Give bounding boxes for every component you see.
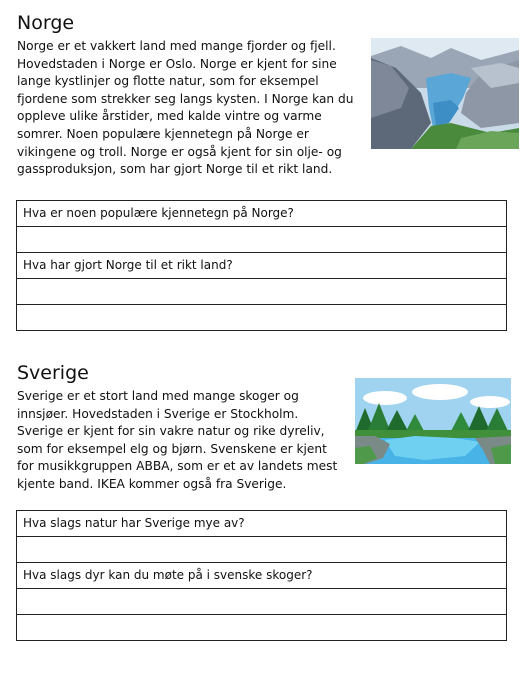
answer-line[interactable]: [17, 589, 506, 615]
question-row: Hva slags dyr kan du møte på i svenske skoger?: [17, 563, 506, 589]
section-title: Norge: [17, 12, 75, 34]
question-row: Hva slags natur har Sverige mye av?: [17, 511, 506, 537]
answer-line[interactable]: [17, 227, 506, 253]
forest-lake-icon: [355, 378, 511, 464]
questions-table-sverige: [16, 510, 507, 641]
questions-table-norge: [16, 200, 507, 331]
fjord-landscape-icon: [371, 38, 519, 149]
answer-line[interactable]: [17, 279, 506, 305]
answer-line[interactable]: [17, 305, 506, 331]
answer-line[interactable]: [17, 615, 506, 641]
question-row: Hva er noen populære kjennetegn på Norge?: [17, 201, 506, 227]
section-text: Norge er et vakkert land med mange fjorder og fjell. Hovedstaden i Norge er Oslo. Norge er kjent for sine lange kystlinjer og flotte natur, som for eksempel fjordene som strekker seg langs kysten. I Norge kan du oppleve ulike årstider, med kalde vintre og varme somrer. Noen populære kjennetegn på Norge er vikingene og troll. Norge er også kjent for sin olje- og gassproduksjon, som har gjort Norge til et rikt land.: [17, 39, 354, 177]
answer-line[interactable]: [17, 537, 506, 563]
question-row: Hva har gjort Norge til et rikt land?: [17, 253, 506, 279]
section-title: Sverige: [17, 362, 89, 384]
section-text: Sverige er et stort land med mange skoger og innsjøer. Hovedstaden i Sverige er Stockholm. Sverige er kjent for sin vakre natur og rike dyreliv, som for eksempel elg og bjørn. Svenskene er kjent for musikkgruppen ABBA, som er et av landets mest kjente band. IKEA kommer også fra Sverige.: [17, 389, 338, 491]
